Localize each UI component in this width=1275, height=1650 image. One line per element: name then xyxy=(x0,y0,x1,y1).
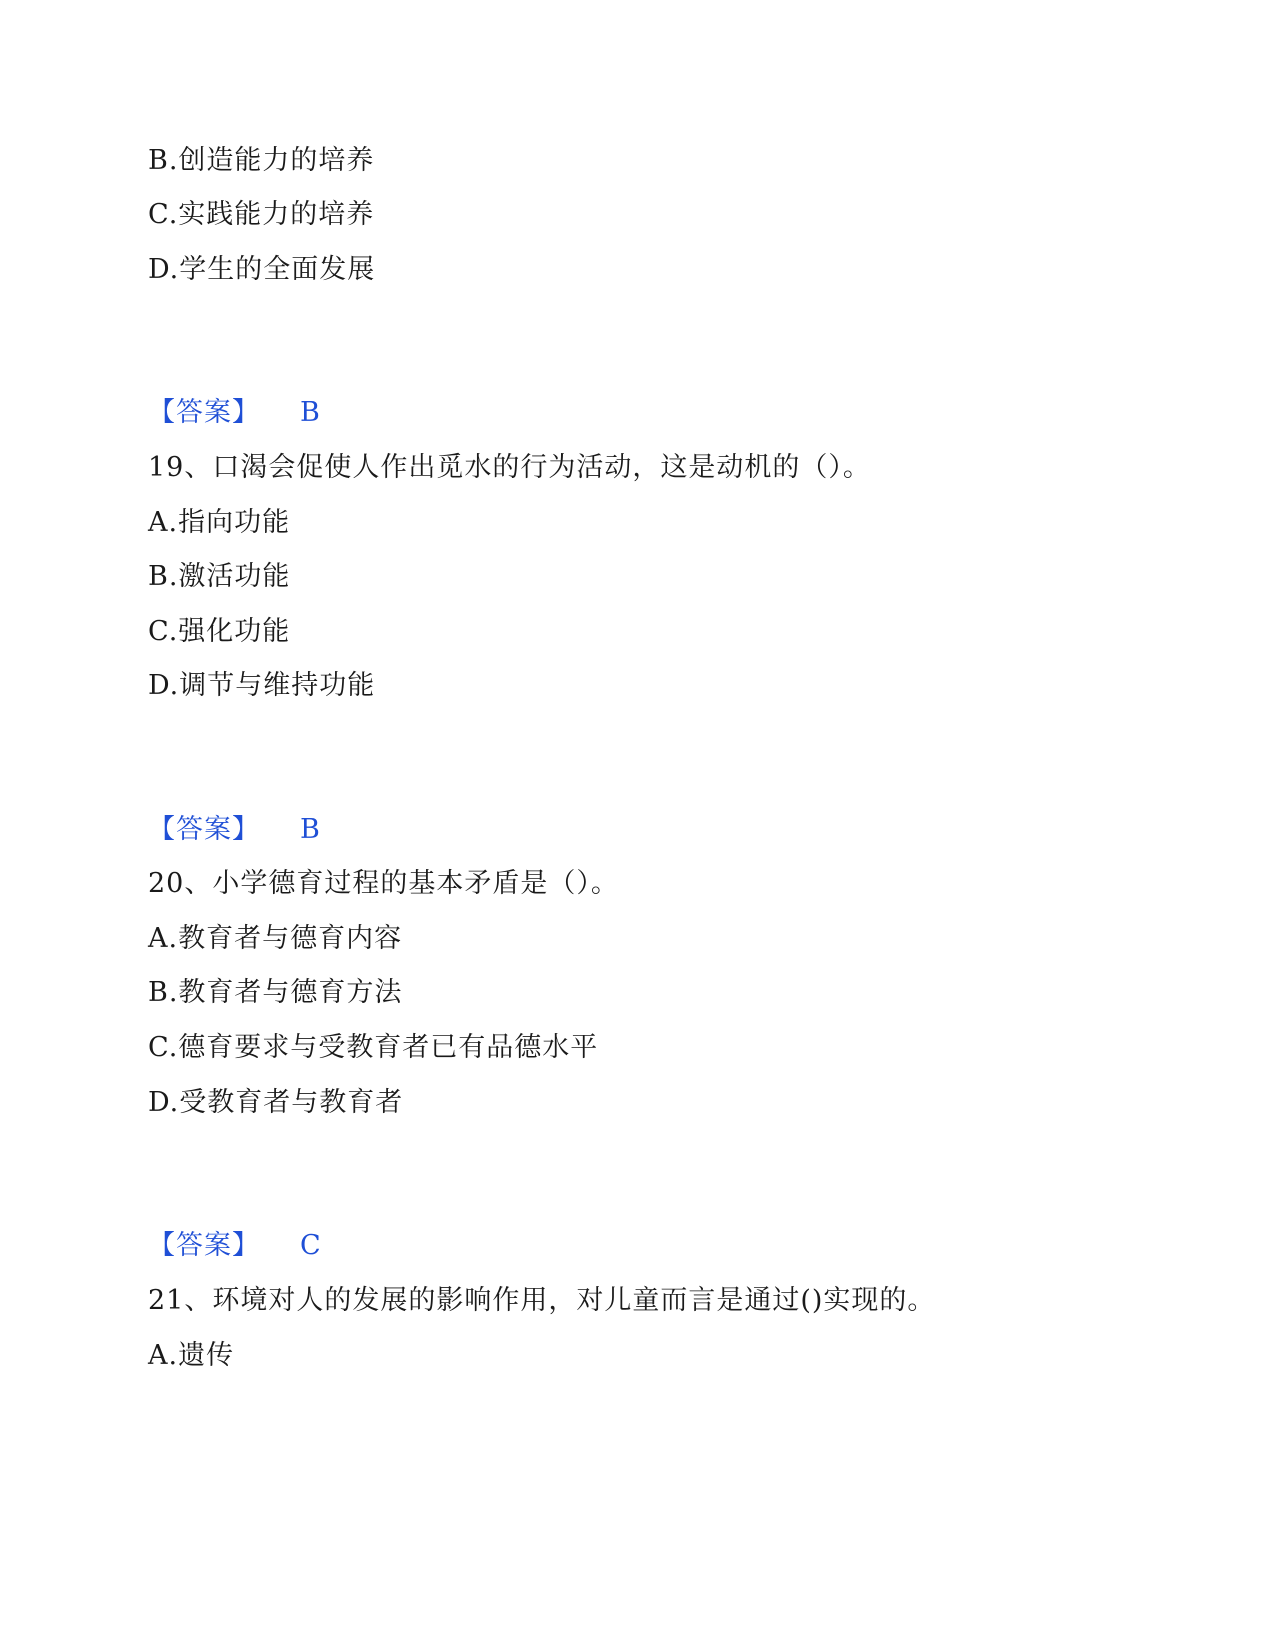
q18-answer-value: B xyxy=(300,397,321,428)
q20-option-b: B.教育者与德育方法 xyxy=(148,977,403,1008)
q18-option-c: C.实践能力的培养 xyxy=(148,199,375,230)
q20-answer-label: 【答案】 xyxy=(148,1230,260,1261)
q20-option-d: D.受教育者与教育者 xyxy=(148,1087,404,1118)
q21-question: 21、环境对人的发展的影响作用，对儿童而言是通过()实现的。 xyxy=(148,1285,936,1316)
q19-option-a: A.指向功能 xyxy=(148,507,291,538)
q19-answer-value: B xyxy=(300,814,321,845)
q19-answer xyxy=(148,813,321,847)
q19-answer-label: 【答案】 xyxy=(148,814,260,845)
q21-option-a: A.遗传 xyxy=(148,1340,235,1371)
q20-question: 20、小学德育过程的基本矛盾是（）。 xyxy=(148,868,619,899)
q19-option-d: D.调节与维持功能 xyxy=(148,670,376,701)
q18-answer-label: 【答案】 xyxy=(148,397,260,428)
q19-option-b: B.激活功能 xyxy=(148,561,291,592)
q18-option-b: B.创造能力的培养 xyxy=(148,145,375,176)
q19-option-c: C.强化功能 xyxy=(148,616,291,647)
q20-option-a: A.教育者与德育内容 xyxy=(148,923,403,954)
q20-answer xyxy=(148,1229,322,1263)
q18-option-d: D.学生的全面发展 xyxy=(148,254,376,285)
q18-answer xyxy=(148,396,321,430)
q20-option-c: C.德育要求与受教育者已有品德水平 xyxy=(148,1032,599,1063)
q20-answer-value: C xyxy=(300,1230,322,1261)
q19-question: 19、口渴会促使人作出觅水的行为活动，这是动机的（）。 xyxy=(148,452,871,483)
